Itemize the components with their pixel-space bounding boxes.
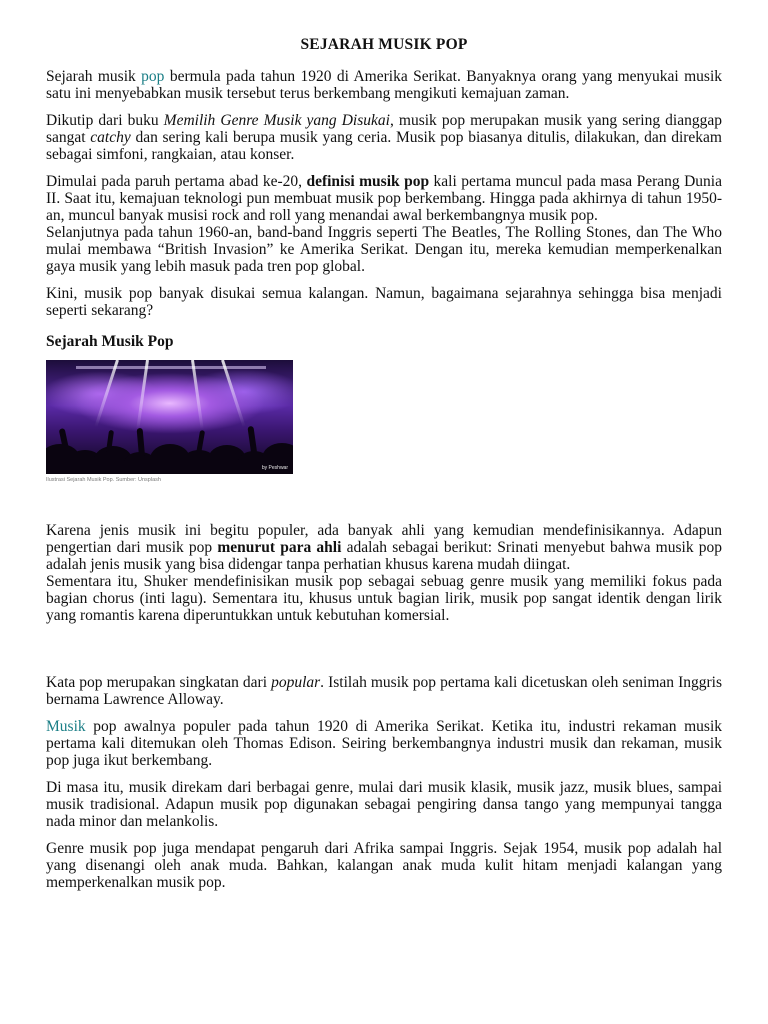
text-run: adalah sebagai berikut: Srinati menyebut bahwa musik pop adalah jenis musik yang bisa didengar tanpa perhatian khusus karena mudah diingat. (46, 539, 723, 573)
paragraph-today: Kini, musik pop banyak disukai semua kalangan. Namun, bagaimana sejarahnya sehingga bisa menjadi seperti sekarang? (46, 285, 722, 319)
text-run: bermula pada tahun 1920 di Amerika Serikat. Banyaknya orang yang menyukai musik satu ini menyebabkan musik tersebut terus berkembang mengikuti kemajuan zaman. (46, 68, 723, 102)
spotlight-beam (136, 360, 149, 430)
paragraph-early-history (46, 718, 722, 769)
italic-term: catchy (90, 129, 131, 146)
concert-photo (46, 360, 293, 474)
concert-figure (46, 360, 293, 483)
book-title: Memilih Genre Musik yang Disukai (163, 112, 390, 129)
text-run: , musik pop merupakan musik yang sering dianggap sangat (46, 112, 722, 146)
bold-term: definisi musik pop (306, 173, 430, 190)
text-run: Sejarah musik (46, 68, 142, 85)
paragraph-british-invasion: Selanjutnya pada tahun 1960-an, band-band Inggris seperti The Beatles, The Rolling Stones, dan The Who mulai membawa “British Invasion” ke Amerika Serikat. Dengan itu, mereka kemudian memperkenalkan gaya musik yang lebih masuk pada tren pop global. (46, 224, 722, 275)
spacer (46, 634, 722, 674)
spotlight-beam (94, 360, 118, 427)
spacer (46, 483, 722, 522)
spotlight-beam (221, 360, 245, 427)
paragraph-influence: Genre musik pop juga mendapat pengaruh dari Afrika sampai Inggris. Sejak 1954, musik pop adalah hal yang disenangi oleh anak muda. Bahkan, kalangan anak muda kulit hitam menjadi kalangan yang memperkenalkan musik pop. (46, 840, 722, 891)
photo-caption: Ilustrasi Sejarah Musik Pop. Sumber: Unsplash (46, 477, 161, 483)
text-run: Kata pop merupakan singkatan dari (46, 674, 272, 691)
paragraph-term-origin (46, 674, 722, 708)
document-title: SEJARAH MUSIK POP (300, 36, 468, 53)
text-run: Karena jenis musik ini begitu populer, ada banyak ahli yang kemudian mendefinisikannya. Adapun pengertian dari musik pop (46, 522, 722, 556)
musik-link[interactable]: Musik (46, 718, 86, 735)
text-run: pop awalnya populer pada tahun 1920 di Amerika Serikat. Ketika itu, industri rekaman musik pertama kali ditemukan oleh Thomas Edison. Seiring berkembangnya industri musik dan rekaman, musik pop juga ikut berkembang. (46, 718, 722, 769)
stage-truss (76, 366, 266, 369)
paragraph-experts (46, 522, 722, 573)
text-run: Dimulai pada paruh pertama abad ke-20, (46, 173, 307, 190)
paragraph-intro (46, 68, 722, 102)
photo-watermark: by Peshwar (261, 465, 288, 471)
bold-term: menurut para ahli (217, 539, 342, 556)
paragraph-book-quote (46, 112, 722, 163)
paragraph-definition (46, 173, 722, 224)
text-run: Dikutip dari buku (46, 112, 164, 129)
pop-link[interactable]: pop (141, 68, 165, 85)
italic-term: popular (271, 674, 321, 691)
text-run: . Istilah musik pop pertama kali dicetuskan oleh seniman Inggris bernama Lawrence Alloway. (46, 674, 722, 708)
crowd-silhouette (46, 422, 293, 474)
paragraph-shuker: Sementara itu, Shuker mendefinisikan musik pop sebagai sebuag genre musik yang memiliki fokus pada bagian chorus (inti lagu). Sementara itu, khusus untuk bagian lirik, musik pop sangat identik dengan lirik yang romantis karena diperuntukkan untuk kebutuhan komersial. (46, 573, 722, 624)
paragraph-genres: Di masa itu, musik direkam dari berbagai genre, mulai dari musik klasik, musik jazz, musik blues, sampai musik tradisional. Adapun musik pop digunakan sebagai pengiring dansa tango yang mempunyai tangga nada minor dan melankolis. (46, 779, 722, 830)
text-run: dan sering kali berupa musik yang ceria. Musik pop biasanya ditulis, dilakukan, dan direkam sebagai simfoni, rangkaian, atau konser. (46, 129, 722, 163)
document-page (46, 36, 722, 901)
text-run: kali pertama muncul pada masa Perang Dunia II. Saat itu, kemajuan teknologi pun membuat musik pop berkembang. Hingga pada akhirnya di tahun 1950-an, muncul banyak musisi rock and roll yang menandai awal berkembangnya musik pop. (46, 173, 722, 224)
section-heading: Sejarah Musik Pop (46, 333, 174, 350)
spotlight-beam (191, 360, 204, 430)
